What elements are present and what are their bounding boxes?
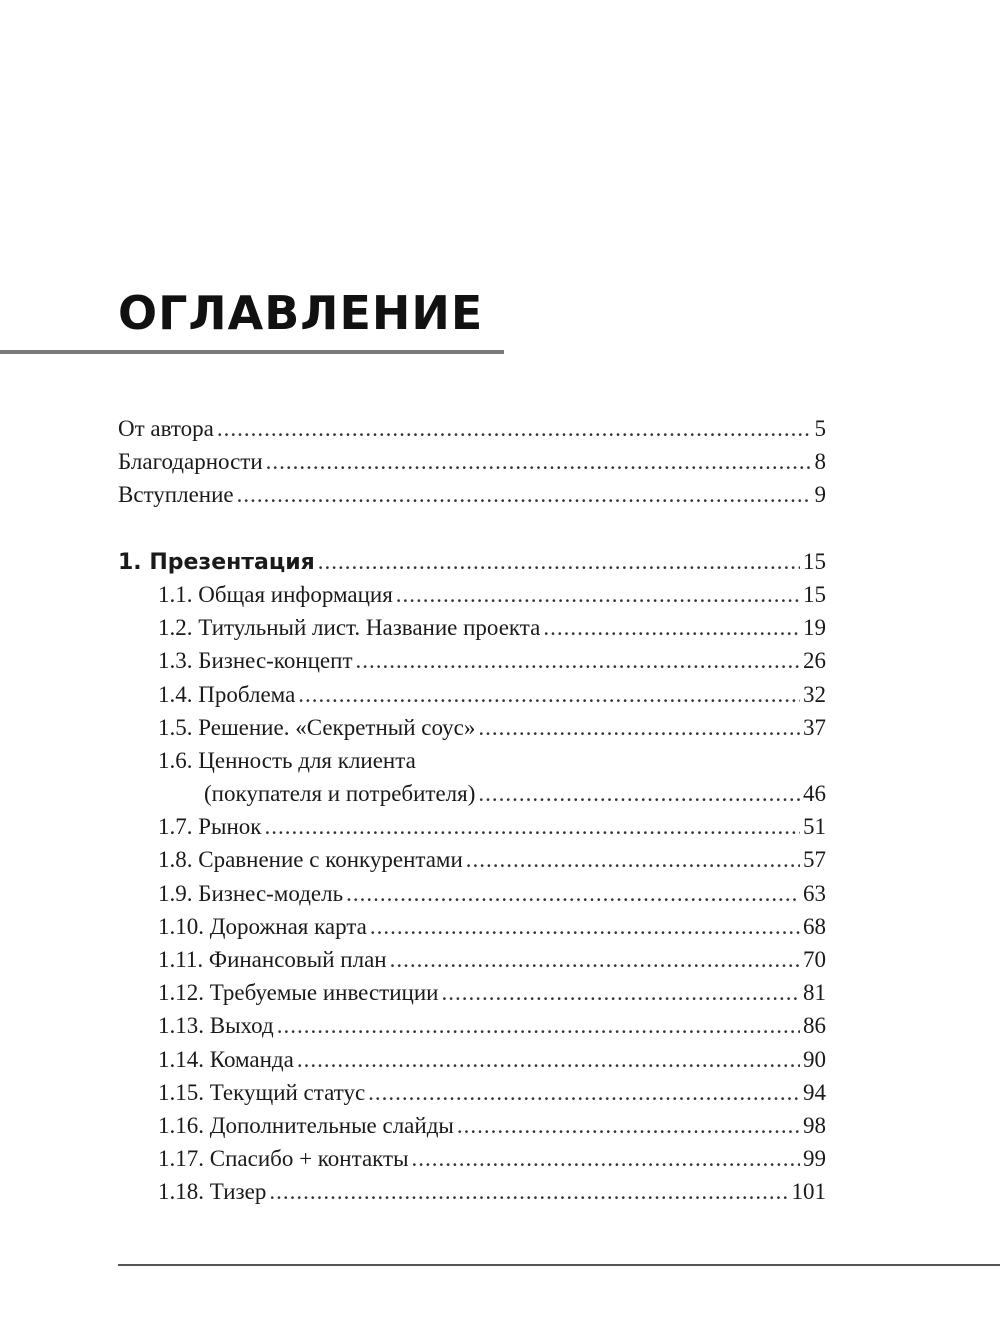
toc-entry-section[interactable] bbox=[118, 1013, 826, 1046]
toc-entry-section[interactable] bbox=[118, 1113, 826, 1146]
toc-entry-section[interactable] bbox=[118, 1080, 826, 1113]
toc-entry-chapter-1[interactable] bbox=[118, 549, 826, 582]
dot-leader bbox=[266, 449, 812, 475]
heading-underline bbox=[0, 350, 504, 354]
toc-entry-section[interactable] bbox=[118, 1047, 826, 1080]
toc-chapter-label: 1. Презентация bbox=[118, 549, 315, 575]
toc-entry-label: 1.16. Дополнительные слайды bbox=[158, 1112, 454, 1138]
dot-leader bbox=[318, 549, 800, 575]
table-of-contents bbox=[118, 416, 826, 1213]
dot-leader bbox=[466, 847, 800, 873]
toc-entry-section[interactable] bbox=[118, 582, 826, 615]
toc-entry-label: 1.1. Общая информация bbox=[158, 581, 393, 607]
dot-leader bbox=[390, 947, 800, 973]
toc-page-number: 86 bbox=[803, 1013, 826, 1039]
toc-entry-section[interactable] bbox=[118, 715, 826, 748]
toc-page-number: 9 bbox=[814, 482, 826, 508]
footer-rule bbox=[118, 1264, 1000, 1266]
toc-page-number: 15 bbox=[803, 548, 826, 574]
toc-entry-label: (покупателя и потребителя) bbox=[204, 781, 476, 807]
dot-leader bbox=[543, 615, 800, 641]
toc-page-number: 26 bbox=[803, 648, 826, 674]
dot-leader bbox=[217, 416, 812, 442]
toc-page-number: 81 bbox=[803, 980, 826, 1006]
toc-page-number: 94 bbox=[803, 1079, 826, 1105]
toc-entry-label: 1.2. Титульный лист. Название проекта bbox=[158, 615, 541, 641]
dot-leader bbox=[478, 781, 800, 807]
toc-page-number: 99 bbox=[803, 1146, 826, 1172]
dot-leader bbox=[356, 648, 800, 674]
toc-page-number: 5 bbox=[814, 416, 826, 441]
toc-entry-section[interactable] bbox=[118, 1179, 826, 1212]
toc-spacer bbox=[118, 516, 826, 549]
toc-page-number: 19 bbox=[803, 615, 826, 641]
dot-leader bbox=[370, 914, 800, 940]
toc-page-number: 57 bbox=[803, 847, 826, 873]
toc-entry-label: 1.15. Текущий статус bbox=[158, 1079, 366, 1105]
toc-page-number: 70 bbox=[803, 947, 826, 972]
toc-entry-label: 1.5. Решение. «Секретный соус» bbox=[158, 714, 476, 740]
toc-entry-label: Благодарности bbox=[118, 449, 263, 475]
toc-page-number: 46 bbox=[803, 781, 826, 807]
toc-entry-section[interactable] bbox=[118, 682, 826, 715]
toc-page-number: 68 bbox=[803, 913, 826, 939]
toc-entry-section-continuation[interactable] bbox=[118, 781, 826, 814]
dot-leader bbox=[457, 1113, 800, 1139]
toc-entry-section[interactable] bbox=[118, 881, 826, 914]
toc-entry-section[interactable] bbox=[118, 648, 826, 681]
toc-entry-label: 1.14. Команда bbox=[158, 1046, 294, 1072]
toc-entry-label: 1.17. Спасибо + контакты bbox=[158, 1146, 409, 1172]
dot-leader bbox=[277, 1013, 800, 1039]
dot-leader bbox=[396, 582, 800, 608]
toc-entry-section[interactable] bbox=[118, 947, 826, 980]
toc-page-number: 8 bbox=[814, 449, 826, 475]
toc-entry-label: 1.7. Рынок bbox=[158, 814, 262, 840]
toc-page-number: 63 bbox=[803, 880, 826, 906]
toc-entry-front-1[interactable] bbox=[118, 416, 826, 449]
dot-leader bbox=[264, 814, 800, 840]
toc-entry-label: 1.11. Финансовый план bbox=[158, 947, 387, 972]
dot-leader bbox=[478, 715, 800, 741]
dot-leader bbox=[346, 881, 800, 907]
dot-leader bbox=[297, 1047, 800, 1073]
toc-page-number: 37 bbox=[803, 714, 826, 740]
toc-page-number: 101 bbox=[791, 1179, 826, 1205]
dot-leader bbox=[441, 980, 800, 1006]
toc-entry-label: 1.13. Выход bbox=[158, 1013, 274, 1039]
toc-page-number: 32 bbox=[803, 681, 826, 707]
dot-leader bbox=[412, 1146, 800, 1172]
toc-entry-label: 1.8. Сравнение с конкурентами bbox=[158, 847, 463, 873]
toc-entry-label: 1.12. Требуемые инвестиции bbox=[158, 980, 439, 1006]
dot-leader bbox=[237, 482, 812, 508]
toc-entry-section[interactable] bbox=[118, 847, 826, 880]
toc-entry-section[interactable] bbox=[118, 814, 826, 847]
toc-entry-label: Вступление bbox=[118, 482, 234, 508]
toc-entry-front-3[interactable] bbox=[118, 482, 826, 515]
toc-page-number: 15 bbox=[803, 581, 826, 607]
toc-entry-label: 1.18. Тизер bbox=[158, 1179, 267, 1205]
toc-page-number: 90 bbox=[803, 1046, 826, 1072]
toc-entry-section[interactable] bbox=[118, 748, 826, 781]
page-title: ОГЛАВЛЕНИЕ bbox=[118, 286, 484, 340]
dot-leader bbox=[269, 1179, 788, 1205]
toc-page-number: 98 bbox=[803, 1112, 826, 1138]
toc-entry-label: 1.6. Ценность для клиента bbox=[158, 747, 416, 773]
toc-entry-front-2[interactable] bbox=[118, 449, 826, 482]
toc-entry-label: 1.3. Бизнес-концепт bbox=[158, 648, 353, 674]
toc-entry-label: От автора bbox=[118, 416, 214, 441]
toc-entry-label: 1.10. Дорожная карта bbox=[158, 913, 367, 939]
toc-entry-section[interactable] bbox=[118, 914, 826, 947]
toc-page-number: 51 bbox=[803, 814, 826, 840]
toc-entry-section[interactable] bbox=[118, 615, 826, 648]
toc-entry-section[interactable] bbox=[118, 1146, 826, 1179]
dot-leader bbox=[368, 1080, 800, 1106]
dot-leader bbox=[298, 682, 800, 708]
toc-entry-label: 1.9. Бизнес-модель bbox=[158, 880, 344, 906]
toc-entry-label: 1.4. Проблема bbox=[158, 681, 296, 707]
toc-entry-section[interactable] bbox=[118, 980, 826, 1013]
